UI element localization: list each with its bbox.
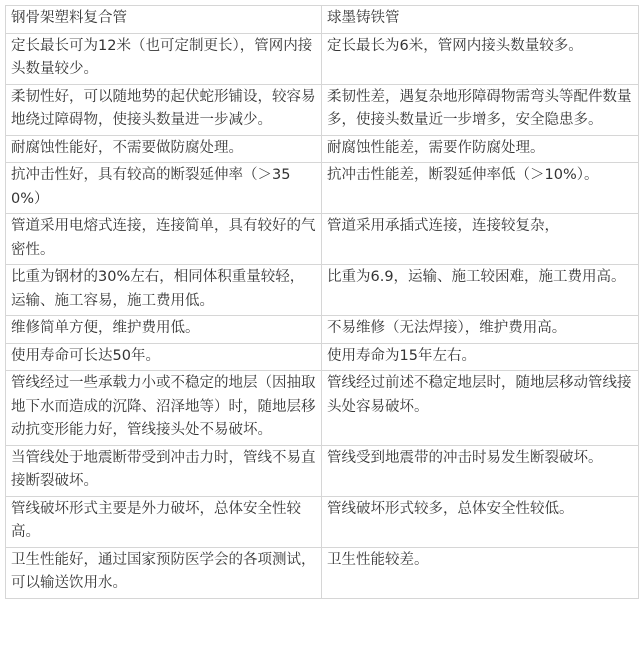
table-cell: 管线经过一些承载力小或不稳定的地层（因抽取地下水而造成的沉降、沼泽地等）时，随地层移动抗变形能力好，管线接头处不易破坏。 <box>6 371 322 446</box>
table-row <box>6 265 639 316</box>
table-cell: 使用寿命为15年左右。 <box>322 343 639 371</box>
comparison-table <box>5 5 639 599</box>
table-cell: 管线经过前述不稳定地层时，随地层移动管线接头处容易破坏。 <box>322 371 639 446</box>
table-row <box>6 135 639 163</box>
table-cell: 维修简单方便，维护费用低。 <box>6 316 322 344</box>
table-cell: 比重为钢材的30%左右，相同体积重量较轻，运输、施工容易，施工费用低。 <box>6 265 322 316</box>
table-header-row <box>6 6 639 34</box>
table-row <box>6 163 639 214</box>
table-cell: 定长最长可为12米（也可定制更长），管网内接头数量较少。 <box>6 33 322 84</box>
table-row <box>6 214 639 265</box>
table-cell: 定长最长为6米，管网内接头数量较多。 <box>322 33 639 84</box>
table-cell: 抗冲击性好，具有较高的断裂延伸率（＞350%） <box>6 163 322 214</box>
table-cell: 管线破坏形式较多，总体安全性较低。 <box>322 496 639 547</box>
table-row <box>6 33 639 84</box>
table-row <box>6 84 639 135</box>
table-cell: 管线受到地震带的冲击时易发生断裂破坏。 <box>322 445 639 496</box>
table-cell: 当管线处于地震断带受到冲击力时，管线不易直接断裂破坏。 <box>6 445 322 496</box>
table-cell: 抗冲击性能差，断裂延伸率低（＞10%）。 <box>322 163 639 214</box>
table-row <box>6 547 639 598</box>
table-cell: 管道采用承插式连接，连接较复杂， <box>322 214 639 265</box>
table-cell: 使用寿命可长达50年。 <box>6 343 322 371</box>
table-row <box>6 371 639 446</box>
header-steel-skeleton-plastic-pipe: 钢骨架塑料复合管 <box>6 6 322 34</box>
table-cell: 耐腐蚀性能好，不需要做防腐处理。 <box>6 135 322 163</box>
header-ductile-iron-pipe: 球墨铸铁管 <box>322 6 639 34</box>
table-cell: 柔韧性好，可以随地势的起伏蛇形铺设，较容易地绕过障碍物，使接头数量进一步减少。 <box>6 84 322 135</box>
table-cell: 不易维修（无法焊接），维护费用高。 <box>322 316 639 344</box>
table-cell: 比重为6.9，运输、施工较困难，施工费用高。 <box>322 265 639 316</box>
table-cell: 管线破坏形式主要是外力破坏，总体安全性较高。 <box>6 496 322 547</box>
table-cell: 耐腐蚀性能差，需要作防腐处理。 <box>322 135 639 163</box>
table-row <box>6 496 639 547</box>
table-cell: 管道采用电熔式连接，连接简单，具有较好的气密性。 <box>6 214 322 265</box>
table-cell: 卫生性能好，通过国家预防医学会的各项测试，可以输送饮用水。 <box>6 547 322 598</box>
table-row <box>6 343 639 371</box>
table-cell: 卫生性能较差。 <box>322 547 639 598</box>
table-cell: 柔韧性差，遇复杂地形障碍物需弯头等配件数量多，使接头数量近一步增多，安全隐患多。 <box>322 84 639 135</box>
table-row <box>6 316 639 344</box>
table-row <box>6 445 639 496</box>
